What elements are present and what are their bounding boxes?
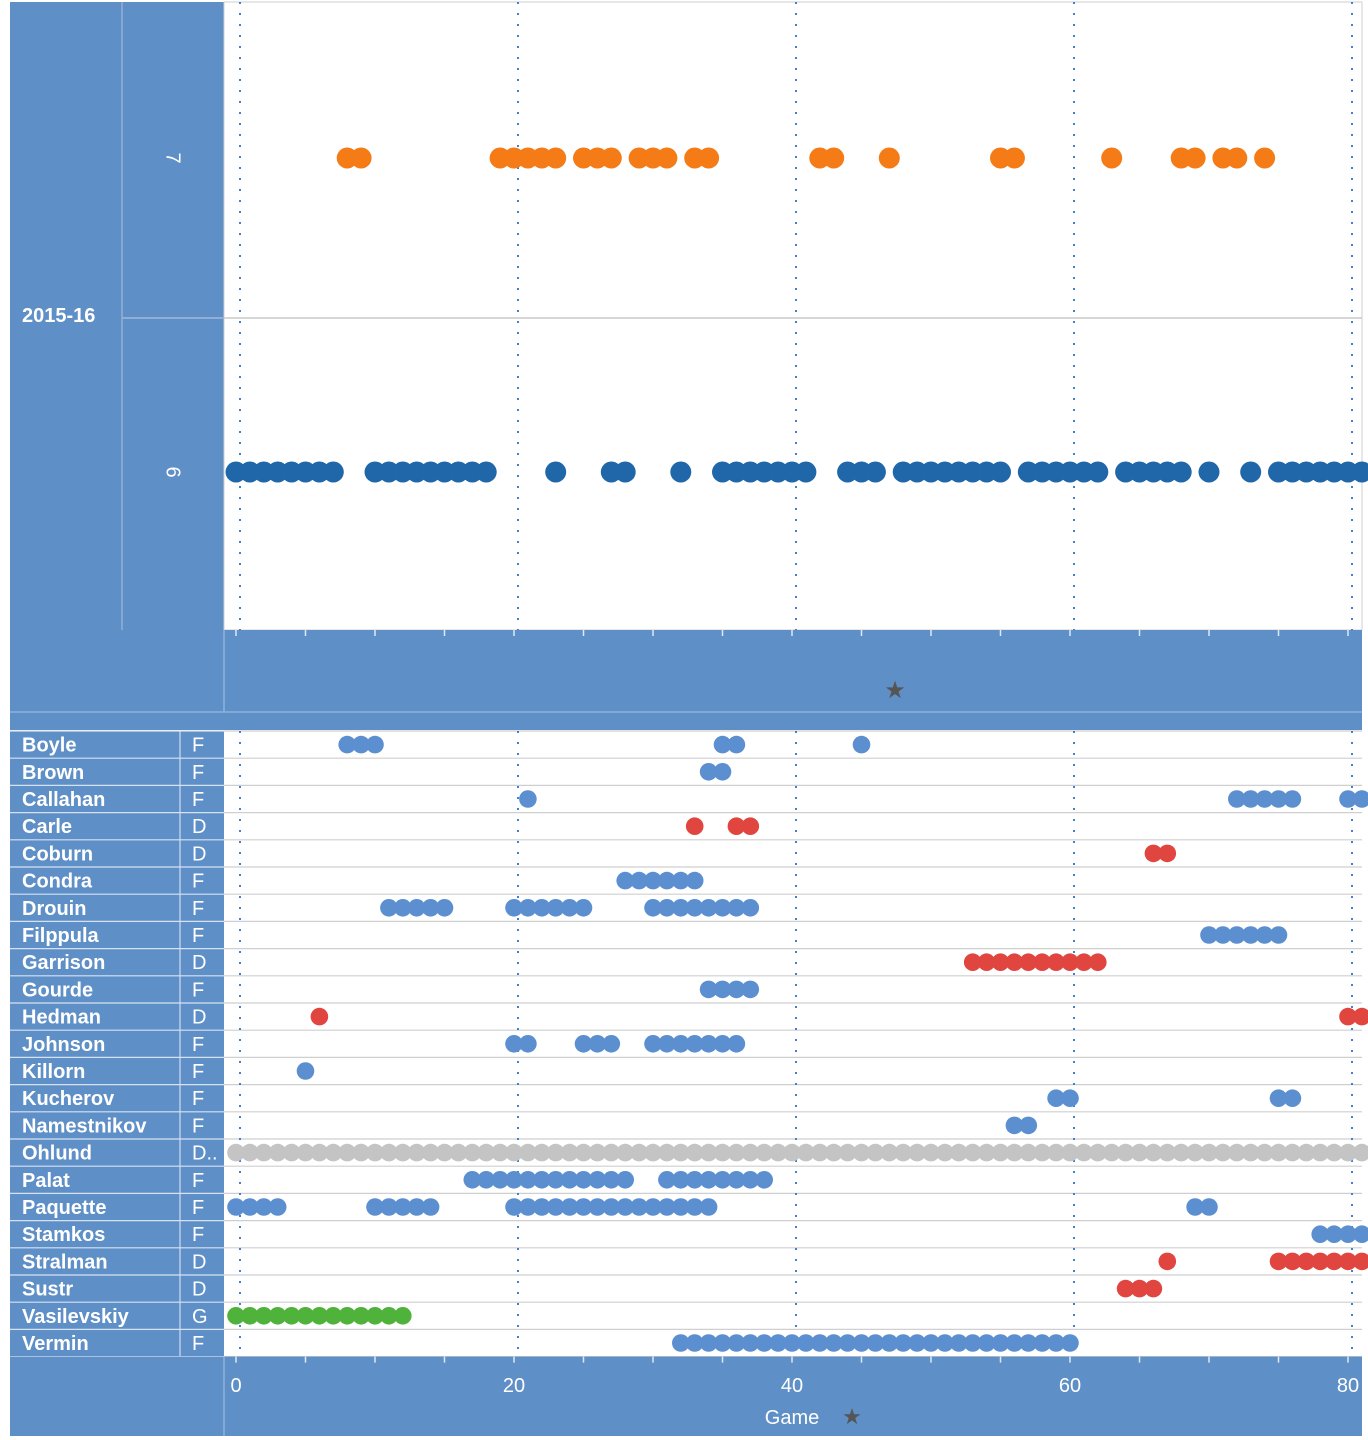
player-position: F	[192, 925, 205, 947]
player-position: D	[192, 843, 207, 866]
player-name: Hedman	[22, 1006, 101, 1029]
player-name: Callahan	[22, 789, 106, 811]
x-axis-title: Game	[764, 1407, 820, 1429]
player-point	[394, 1307, 412, 1325]
player-name: Stralman	[22, 1251, 108, 1274]
player-point	[519, 1035, 537, 1053]
panel-point	[823, 148, 844, 169]
player-position: F	[192, 1169, 205, 1192]
player-position: F	[192, 1197, 205, 1219]
player-name: Ohlund	[22, 1142, 92, 1165]
player-name: Filppula	[22, 925, 99, 947]
panel-point	[670, 462, 691, 483]
player-point	[519, 790, 537, 808]
player-name: Boyle	[22, 734, 77, 757]
player-name: Drouin	[22, 897, 87, 920]
pin-icon: ★	[884, 677, 906, 704]
player-position: F	[192, 870, 205, 893]
player-point	[1089, 953, 1107, 971]
player-name: Condra	[22, 870, 92, 893]
player-name: Carle	[22, 816, 73, 839]
panel-point	[601, 148, 622, 169]
player-position: F	[192, 1061, 205, 1083]
player-name: Gourde	[22, 979, 94, 1002]
panel-point	[351, 148, 372, 169]
player-name: Paquette	[22, 1197, 107, 1219]
panel-point	[865, 462, 886, 483]
season-label: 2015-16	[22, 305, 96, 327]
player-position: F	[192, 1333, 205, 1355]
player-point	[755, 1171, 773, 1189]
panel-point	[1087, 462, 1108, 483]
player-name: Palat	[22, 1169, 70, 1192]
player-point	[616, 1171, 634, 1189]
x-tick-label: 20	[502, 1375, 526, 1397]
player-point	[853, 736, 871, 754]
panel-point	[615, 462, 636, 483]
player-position: D	[192, 952, 207, 975]
panel-point	[1185, 148, 1206, 169]
x-tick-label: 0	[230, 1375, 242, 1397]
player-name: Sustr	[22, 1278, 74, 1301]
player-name: Brown	[22, 761, 85, 784]
top-plot-area	[224, 2, 1362, 630]
player-point	[1159, 845, 1177, 863]
player-position: F	[192, 1224, 205, 1247]
player-point	[1020, 1117, 1038, 1135]
player-point	[714, 763, 732, 781]
panel-point	[1199, 462, 1220, 483]
pin-icon: ★	[842, 1404, 862, 1429]
player-point	[1159, 1253, 1177, 1271]
player-position: D	[192, 1251, 207, 1274]
panel-point	[1254, 148, 1275, 169]
player-point	[1061, 1334, 1079, 1352]
player-point	[311, 1008, 329, 1026]
panel-label: 7	[161, 152, 184, 164]
player-position: F	[192, 761, 205, 784]
player-point	[575, 899, 593, 917]
player-name: Killorn	[22, 1061, 86, 1083]
panel-point	[323, 462, 344, 483]
player-point	[700, 1198, 718, 1216]
player-point	[1284, 790, 1302, 808]
bottom-plot-area	[224, 731, 1362, 1357]
player-point	[436, 899, 454, 917]
panel-point	[545, 462, 566, 483]
player-position: D..	[192, 1142, 218, 1165]
player-point	[686, 817, 704, 835]
player-point	[742, 899, 760, 917]
panel-point	[1004, 148, 1025, 169]
player-position: F	[192, 734, 205, 757]
panel-point	[656, 148, 677, 169]
panel-point	[545, 148, 566, 169]
player-position: D	[192, 1278, 207, 1301]
panel-point	[795, 462, 816, 483]
player-point	[366, 736, 384, 754]
player-name: Kucherov	[22, 1088, 115, 1111]
player-point	[1145, 1280, 1163, 1298]
player-point	[297, 1062, 315, 1080]
player-point	[1284, 1089, 1302, 1107]
player-name: Namestnikov	[22, 1115, 147, 1138]
player-name: Vasilevskiy	[22, 1305, 129, 1328]
player-position: F	[192, 1115, 205, 1138]
x-axis-strip	[10, 1357, 1362, 1436]
panel-point	[698, 148, 719, 169]
player-point	[728, 1035, 746, 1053]
chart-frame	[10, 2, 1362, 1436]
x-tick-label: 40	[780, 1375, 804, 1397]
player-position: D	[192, 1006, 207, 1029]
player-position: F	[192, 789, 205, 811]
player-point	[742, 981, 760, 999]
panel-point	[1240, 462, 1261, 483]
panel-point	[1101, 148, 1122, 169]
panel-point	[1226, 148, 1247, 169]
player-point	[603, 1035, 621, 1053]
panel-point	[990, 462, 1011, 483]
player-position: F	[192, 897, 205, 920]
x-tick-label: 80	[1336, 1375, 1360, 1397]
player-name: Johnson	[22, 1033, 106, 1056]
player-name: Stamkos	[22, 1224, 106, 1247]
player-point	[422, 1198, 440, 1216]
x-tick-label: 60	[1058, 1375, 1082, 1397]
panel-label: 6	[161, 466, 184, 478]
player-point	[269, 1198, 287, 1216]
player-name: Vermin	[22, 1333, 89, 1355]
player-point	[1200, 1198, 1218, 1216]
middle-axis-strip	[10, 630, 1362, 730]
panel-point	[476, 462, 497, 483]
player-position: F	[192, 979, 205, 1002]
player-point	[1270, 926, 1288, 944]
player-position: D	[192, 816, 207, 839]
player-position: F	[192, 1088, 205, 1111]
player-position: F	[192, 1033, 205, 1056]
player-point	[728, 736, 746, 754]
player-name: Garrison	[22, 952, 106, 975]
player-name: Coburn	[22, 843, 94, 866]
player-position: G	[192, 1305, 208, 1328]
player-point	[742, 817, 760, 835]
player-point	[686, 872, 704, 890]
panel-point	[879, 148, 900, 169]
panel-point	[1171, 462, 1192, 483]
player-point	[1061, 1089, 1079, 1107]
